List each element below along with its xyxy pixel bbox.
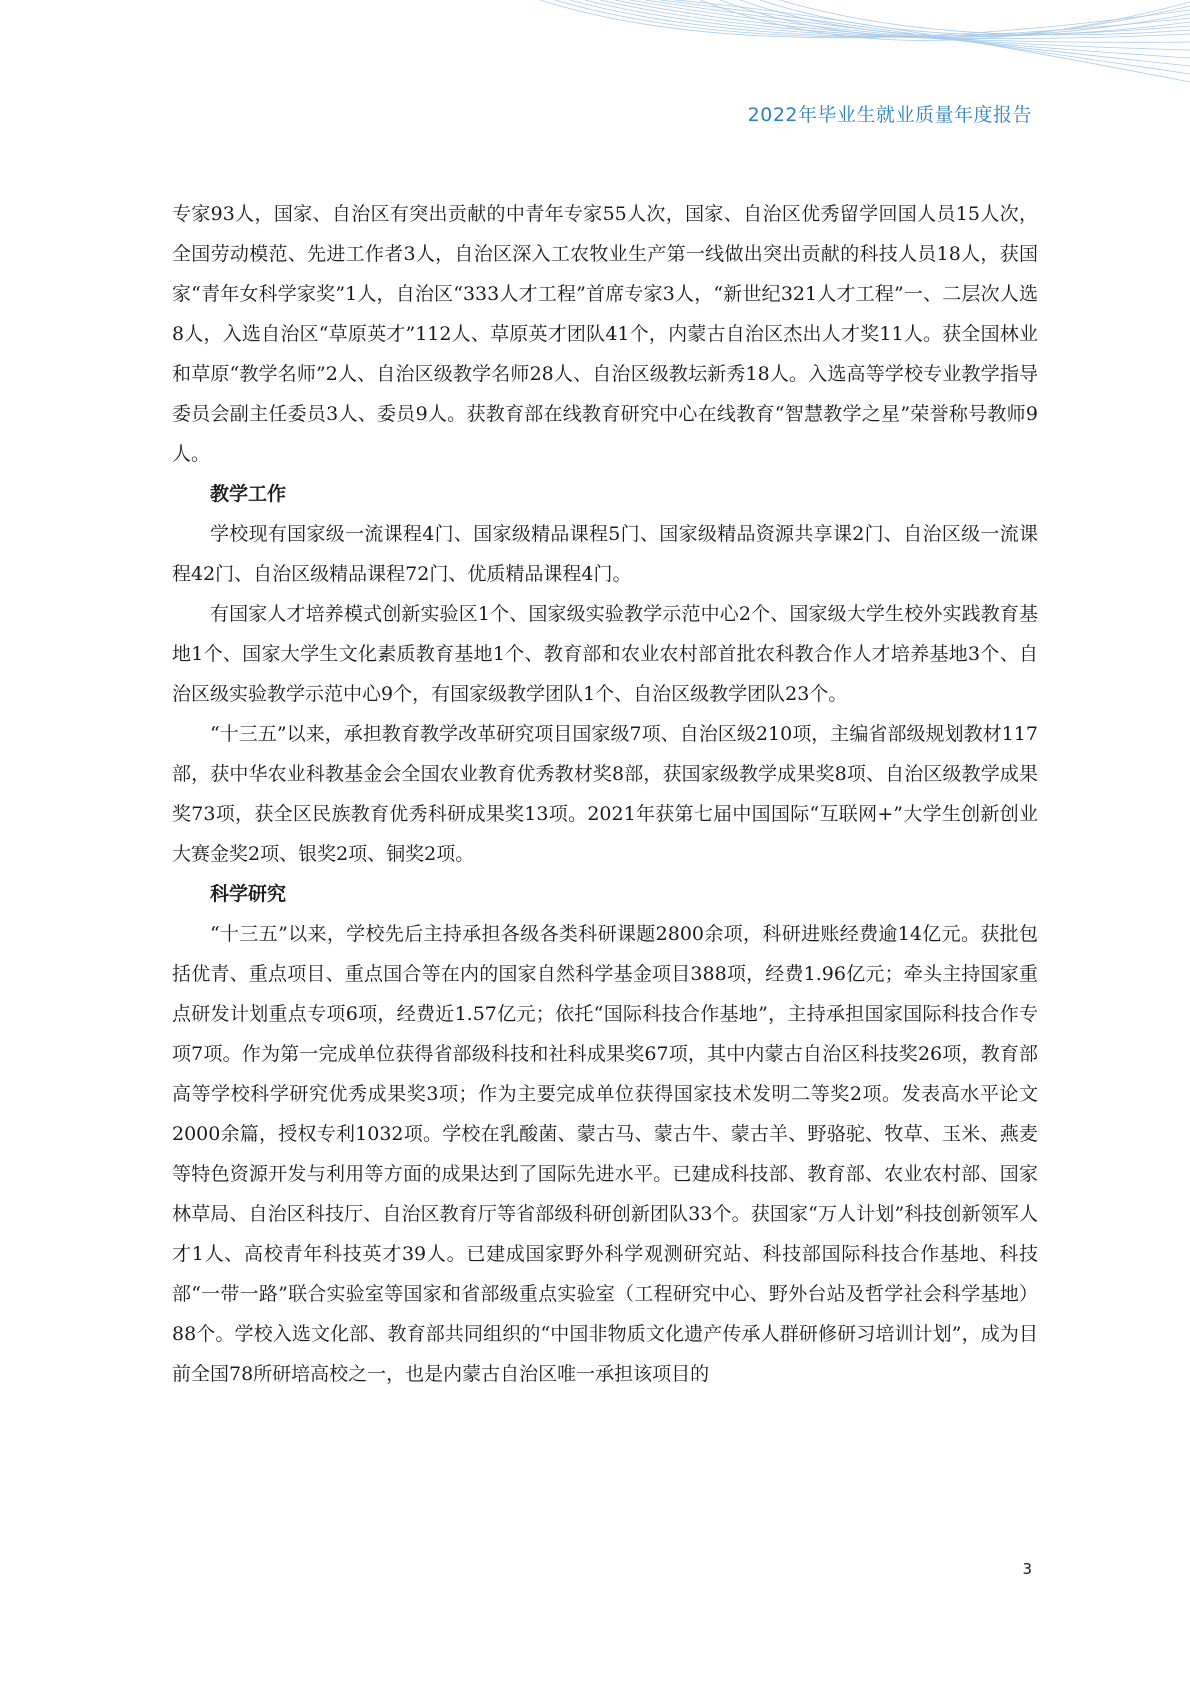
header-wave-decoration [0, 0, 1190, 90]
section-heading-research: 科学研究 [210, 883, 287, 905]
main-content [172, 194, 1038, 1394]
paragraph-reform: “十三五”以来，承担教育教学改革研究项目国家级7项、自治区级210项，主编省部级规划教材117部，获中华农业科教基金会全国农业教育优秀教材奖8部，获国家级教学成果奖8项、自治区级教学成果奖73项，获全区民族教育优秀科研成果奖13项。2021年获第七届中国国际“互联网+”大学生创新创业大赛金奖2项、银奖2项、铜奖2项。 [172, 723, 1038, 865]
paragraph-research: “十三五”以来，学校先后主持承担各级各类科研课题2800余项，科研进账经费逾14亿元。获批包括优青、重点项目、重点国合等在内的国家自然科学基金项目388项，经费1.96亿元；牵头主持国家重点研发计划重点专项6项，经费近1.57亿元；依托“国际科技合作基地”，主持承担国家国际科技合作专项7项。作为第一完成单位获得省部级科技和社科成果奖67项，其中内蒙古自治区科技奖26项，教育部高等学校科学研究优秀成果奖3项；作为主要完成单位获得国家技术发明二等奖2项。发表高水平论文2000余篇，授权专利1032项。学校在乳酸菌、蒙古马、蒙古牛、蒙古羊、野骆驼、牧草、玉米、燕麦等特色资源开发与利用等方面的成果达到了国际先进水平。已建成科技部、教育部、农业农村部、国家林草局、自治区科技厅、自治区教育厅等省部级科研创新团队33个。获国家“万人计划”科技创新领军人才1人、高校青年科技英才39人。已建成国家野外科学观测研究站、科技部国际科技合作基地、科技部“一带一路”联合实验室等国家和省部级重点实验室（工程研究中心、野外台站及哲学社会科学基地）88个。学校入选文化部、教育部共同组织的“中国非物质文化遗产传承人群研修研习培训计划”，成为目前全国78所研培高校之一，也是内蒙古自治区唯一承担该项目的 [172, 923, 1038, 1385]
page-number: 3 [1022, 1560, 1032, 1578]
section-heading-teaching: 教学工作 [210, 483, 287, 505]
paragraph-talent: 专家93人，国家、自治区有突出贡献的中青年专家55人次，国家、自治区优秀留学回国人员15人次，全国劳动模范、先进工作者3人，自治区深入工农牧业生产第一线做出突出贡献的科技人员18人，获国家“青年女科学家奖”1人，自治区“333人才工程”首席专家3人，“新世纪321人才工程”一、二层次人选8人，入选自治区“草原英才”112人、草原英才团队41个，内蒙古自治区杰出人才奖11人。获全国林业和草原“教学名师”2人、自治区级教学名师28人、自治区级教坛新秀18人。入选高等学校专业教学指导委员会副主任委员3人、委员9人。获教育部在线教育研究中心在线教育“智慧教学之星”荣誉称号教师9人。 [172, 203, 1038, 465]
report-header-title: 2022年毕业生就业质量年度报告 [747, 104, 1032, 126]
paragraph-bases: 有国家人才培养模式创新实验区1个、国家级实验教学示范中心2个、国家级大学生校外实践教育基地1个、国家大学生文化素质教育基地1个、教育部和农业农村部首批农科教合作人才培养基地3个、自治区级实验教学示范中心9个，有国家级教学团队1个、自治区级教学团队23个。 [172, 603, 1038, 705]
paragraph-courses: 学校现有国家级一流课程4门、国家级精品课程5门、国家级精品资源共享课2门、自治区级一流课程42门、自治区级精品课程72门、优质精品课程4门。 [172, 523, 1038, 585]
